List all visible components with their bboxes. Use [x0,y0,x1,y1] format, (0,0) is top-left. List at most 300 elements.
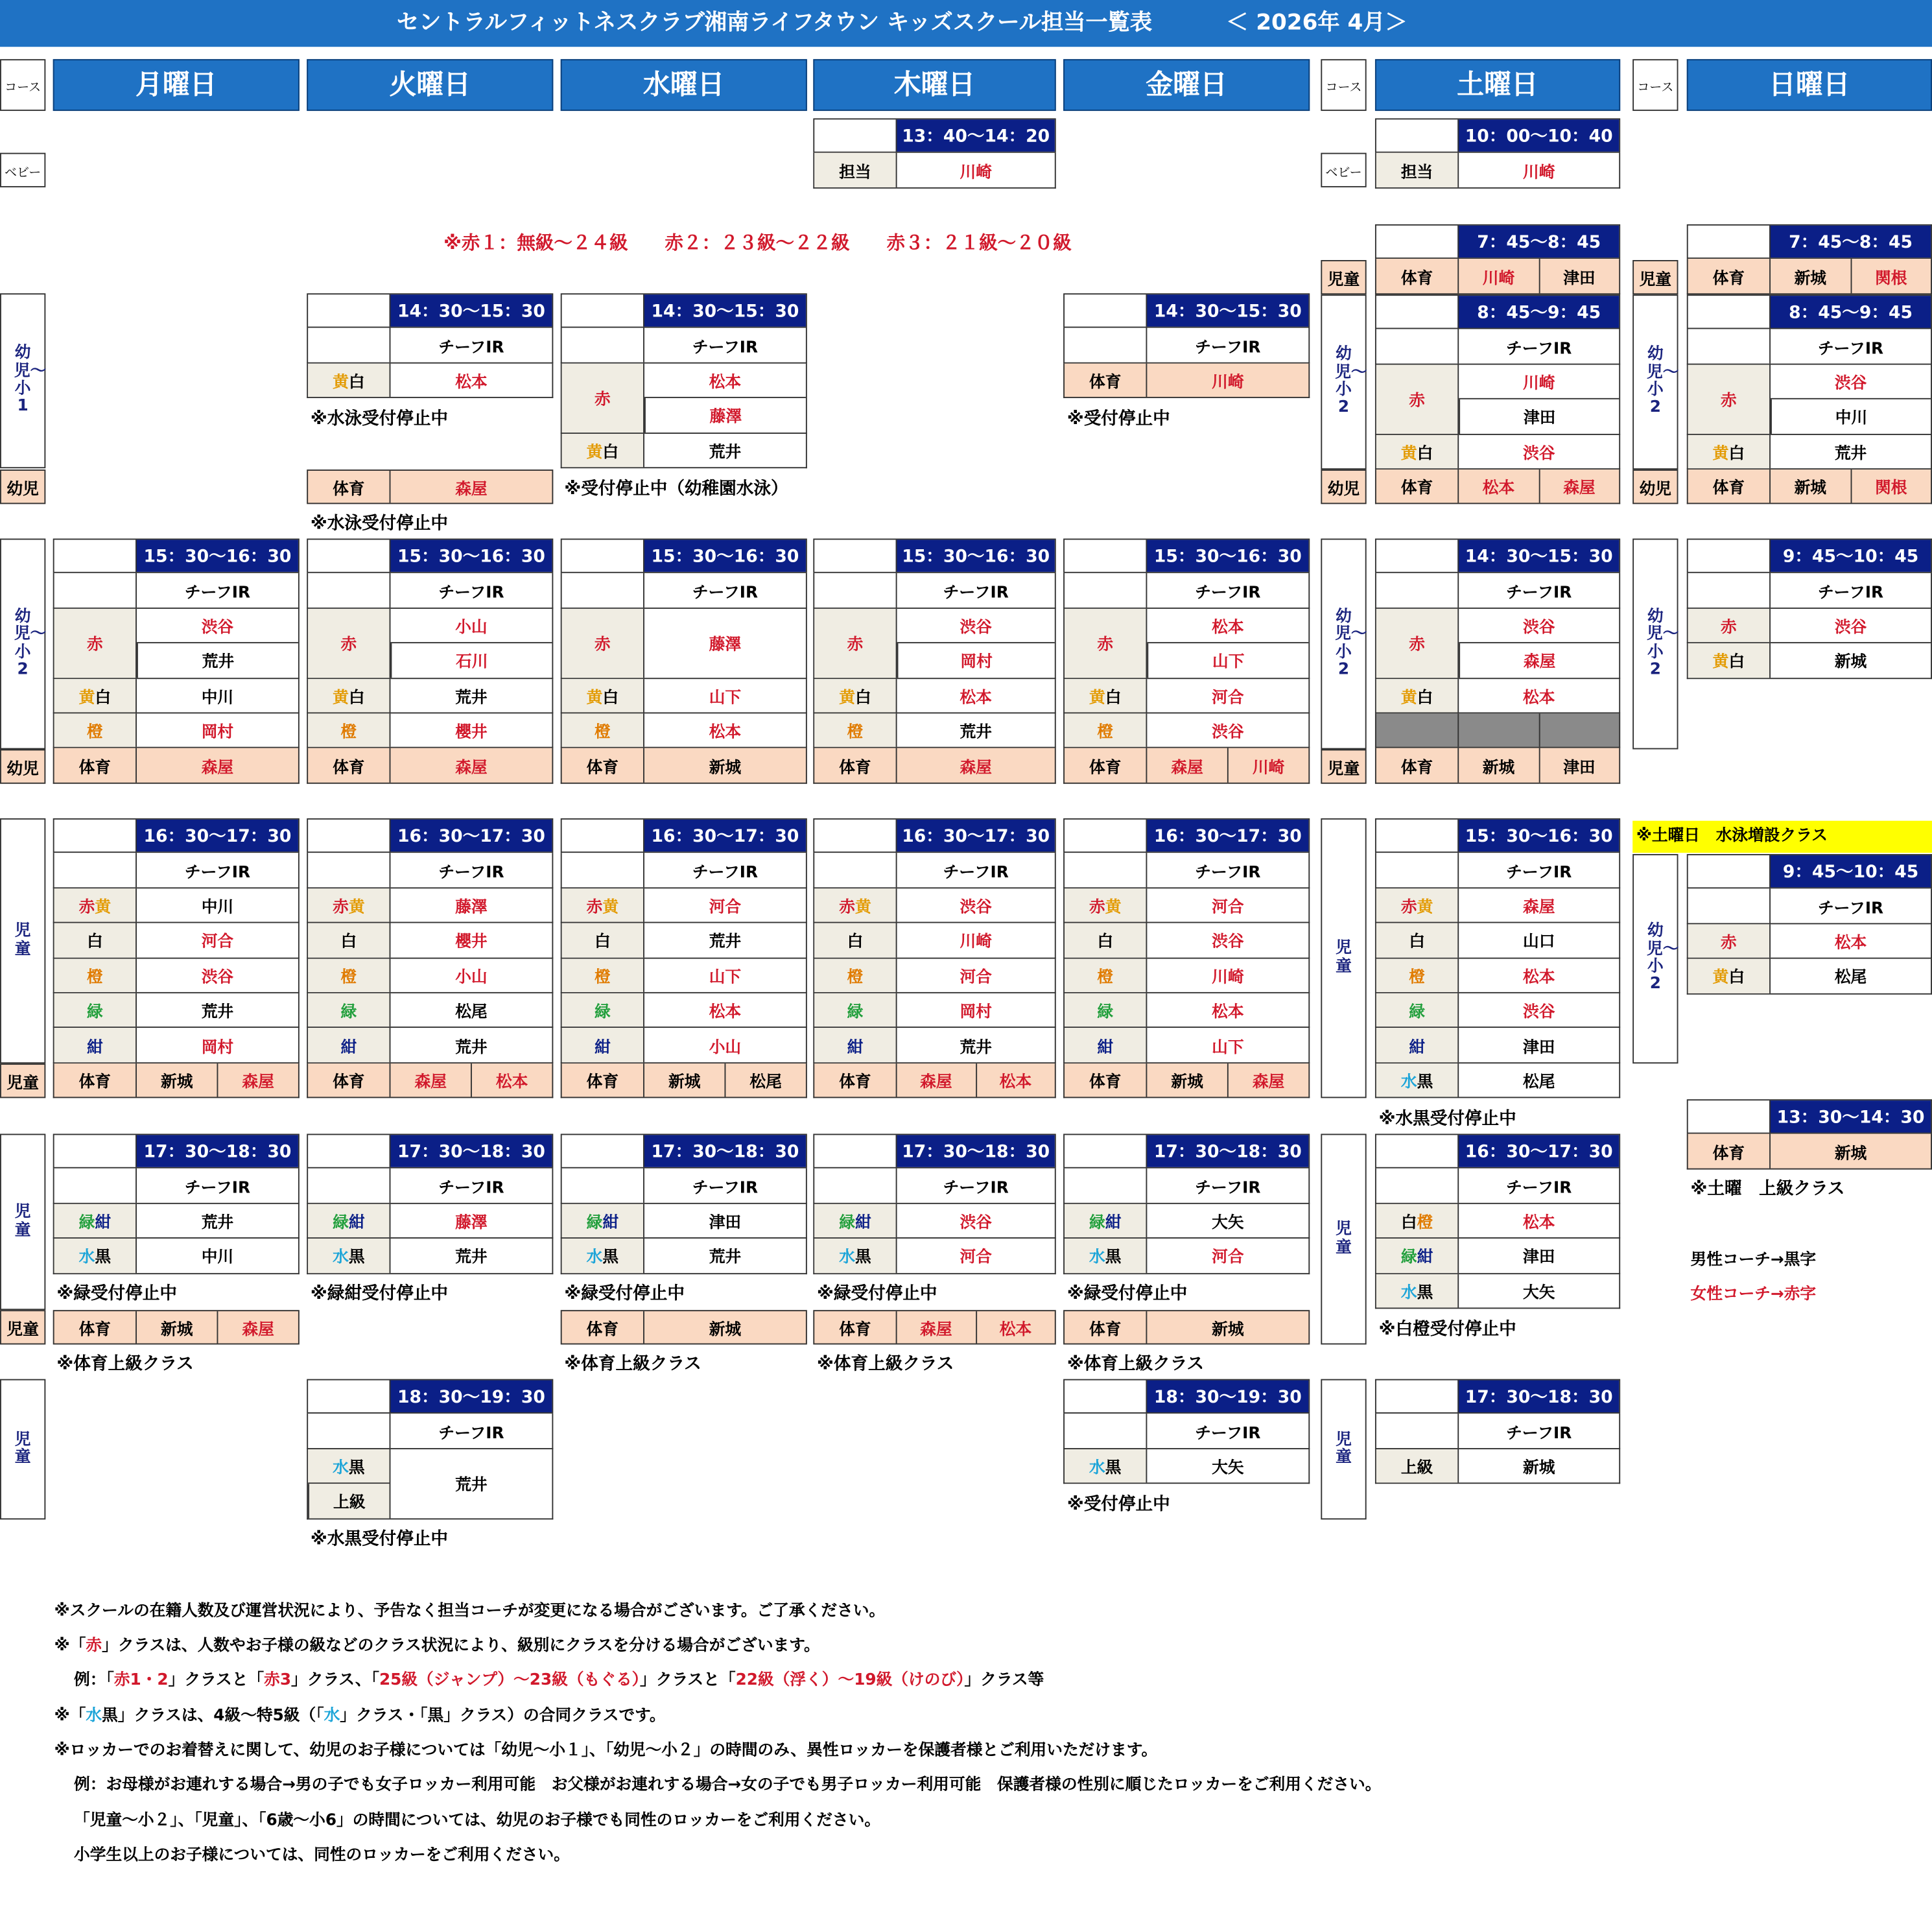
level-label: 赤 [308,608,389,677]
coach: 河合 [135,923,298,957]
level-label: 上級 [1376,1449,1457,1483]
b5-sat-table [1375,1379,1620,1484]
course-label-youji-sho2: 幼児〜小2 [1321,294,1366,469]
coach: 中川 [1771,399,1931,433]
coach: 櫻井 [390,713,552,747]
status-note: ※緑受付停止中 [817,1284,937,1304]
chief-label: チーフIR [1146,573,1308,607]
chief-label: チーフIR [390,1169,552,1202]
level-label: 赤 [1688,608,1769,642]
course-label-jidou: 児童 [1321,818,1366,1098]
coach: 渋谷 [1769,608,1931,642]
level-label: 担当 [814,153,895,187]
coach: 山下 [1146,1028,1308,1062]
b1-tue-table: 14：30〜15：30 チーフIR 黄 白 松本 [307,293,553,398]
coach: 荒井 [137,643,298,677]
coach: 津田 [1457,1239,1619,1272]
coach: 森屋 [896,1311,976,1344]
chief-label: チーフIR [1146,1169,1308,1202]
coach: 津田 [1459,399,1619,433]
level-label: 赤 [1688,364,1769,433]
course-label-youji-sho2: 幼児〜小2 [1632,539,1678,750]
coach: 森屋 [1459,643,1619,677]
level-label: 橙 [1065,958,1146,992]
level-label: 体育 [78,1073,112,1092]
coach: 小山 [390,958,552,992]
coach: 荒井 [643,923,806,957]
status-note: ※受付停止中 [1066,409,1170,429]
course-label-jidou: 児童 [0,818,45,1063]
chief-label: チーフIR [390,853,552,887]
coach: 津田 [1457,1028,1619,1062]
coach: 中川 [135,888,298,922]
class-time: 17：30〜18：30 [390,1135,552,1167]
coach: 松本 [643,713,806,747]
day-header-wed: 水曜日 [561,59,807,111]
status-note: ※緑紺受付停止中 [310,1284,449,1304]
day-header-thu: 木曜日 [813,59,1055,111]
course-label-youji: 幼児 [0,750,45,784]
course-label-youji-sho2: 幼児〜小2 [1632,294,1678,469]
coach: 山下 [1147,643,1308,677]
coach: 山下 [643,678,806,712]
coach: 川崎 [1459,364,1619,399]
b3-wed-table: 16：30〜17：30 チーフIR 赤 黄 河合 白 荒井 橙 山下 緑 松本 紺 小山 体育 新城 松尾 [561,818,807,1098]
coach: 荒井 [135,1204,298,1237]
status-note: ※白橙受付停止中 [1378,1320,1516,1340]
coach: 新城 [1769,643,1931,677]
coach: 松本 [1146,993,1308,1027]
course-label: コース [1321,59,1366,111]
coach: 松本 [1457,958,1619,992]
level-label: 赤 [1376,364,1457,433]
b3-mon-table: 16：30〜17：30 チーフIR 赤 黄 中川 白 河合 橙 渋谷 緑 荒井 紺 岡村 体育 新城 森屋 [53,818,300,1098]
course-label-youji-sho2: 幼児〜小2 [0,539,45,750]
chief-label: チーフIR [643,1169,806,1202]
level-label: 緑 [814,993,895,1027]
coach: 河合 [896,958,1055,992]
coach: 松本 [975,1311,1055,1344]
coach: 森屋 [390,748,552,782]
level-label: 橙 [1376,958,1457,992]
class-time: 17：30〜18：30 [643,1135,806,1167]
class-time: 17：30〜18：30 [1146,1135,1308,1167]
course-label: コース [0,59,45,111]
coach: 中川 [135,678,298,712]
coach: 新城 [1769,1134,1931,1168]
coach: 松本 [643,993,806,1027]
coach: 大矢 [1146,1449,1308,1483]
b4-wed-taiiku [561,1310,807,1345]
coach: 河合 [896,1239,1055,1272]
b1-sun-table: 8：45〜9：45 チーフIR 赤 渋谷 中川 黄 白 荒井 体育 新城 関根 [1687,294,1932,504]
baby-thu-table [813,118,1055,188]
coach: 川崎 [1146,958,1308,992]
coach: 河合 [1146,888,1308,922]
class-time: 16：30〜17：30 [1457,1135,1619,1167]
coach: 新城 [1457,748,1538,782]
status-note: ※水泳受付停止中 [310,409,449,429]
coach: 山口 [1457,923,1619,957]
coach: 松本 [896,678,1055,712]
b3-fri-table: 16：30〜17：30 チーフIR 赤 黄 河合 白 渋谷 橙 川崎 緑 松本 紺 山下 体育 新城 森屋 [1063,818,1310,1098]
coach: 森屋 [217,1063,298,1097]
level-label: 白 [562,923,643,957]
coach: 松本 [1457,1204,1619,1237]
class-time: 9：45〜10：45 [1769,855,1931,888]
b4-mon-taiiku [53,1310,300,1345]
day-header-mon: 月曜日 [53,59,300,111]
b4-thu-taiiku [813,1310,1055,1345]
class-time: 15：30〜16：30 [1457,820,1619,852]
coach: 荒井 [896,713,1055,747]
legend-male: 男性コーチ→黒字 [1690,1251,1817,1270]
chief-label: チーフIR [896,1169,1055,1202]
coach: 森屋 [390,1063,471,1097]
chief-label: チーフIR [1146,853,1308,887]
course-label-jidou: 児童 [0,1379,45,1520]
coach: 荒井 [896,1028,1055,1062]
course-label-jidou: 児童 [1632,260,1678,294]
level-label: 体育 [1712,1144,1745,1163]
early-sun-table [1687,224,1932,294]
coach: 川崎 [1457,153,1619,187]
b2-wed-table: 15：30〜16：30 チーフIR 赤 藤澤 黄 白 山下 橙 松本 体育 新城 [561,539,807,784]
course-label-baby: ベビー [0,153,45,187]
level-label: 体育 [1400,758,1433,777]
level-label: 体育 [839,1320,871,1340]
chief-label: チーフIR [643,328,806,362]
class-time: 15：30〜16：30 [643,540,806,572]
level-label: 緑 [1065,993,1146,1027]
coach: 森屋 [1457,888,1619,922]
class-time: 16：30〜17：30 [896,820,1055,852]
class-time: 18：30〜19：30 [390,1381,552,1413]
coach: 荒井 [135,993,298,1027]
day-header-tue: 火曜日 [307,59,553,111]
coach: 渋谷 [1771,364,1931,399]
coach: 渋谷 [897,608,1055,643]
coach: 岡村 [897,643,1055,677]
coach: 新城 [643,1311,806,1344]
level-label: 白 [1065,923,1146,957]
status-note: ※土曜 上級クラス [1690,1179,1845,1200]
b1-wed-table: 14：30〜15：30 チーフIR 赤 松本 藤澤 黄 白 荒井 [561,293,807,468]
coach: 荒井 [390,678,552,712]
footer-note: ※「赤」クラスは、人数やお子様の級などのクラス状況により、級別にクラスを分ける場合がございます。 [54,1636,820,1656]
footer-note: ※「水黒」クラスは、4級〜特5級（「水」クラス・「黒」クラス）の合同クラスです。 [54,1707,666,1726]
status-note: ※受付停止中 [1066,1495,1170,1515]
coach: 新城 [1769,469,1850,503]
chief-label: チーフIR [1769,329,1931,363]
level-label: 体育 [1089,1320,1122,1340]
coach: 松尾 [390,993,552,1027]
coach: 森屋 [390,471,552,503]
coach: 松本 [471,1063,552,1097]
class-time: 14：30〜15：30 [1146,294,1308,327]
footer-note: 「児童〜小２」、「児童」、「6歳〜小6」の時間については、幼児のお子様でも同性のロッカーをご利用ください。 [74,1811,881,1831]
b5-fri-table: 18：30〜19：30 チーフIR 水 黒 大矢 [1063,1379,1310,1484]
class-time: 17：30〜18：30 [135,1135,298,1167]
chief-label: チーフIR [135,853,298,887]
class-time: 13：40〜14：20 [896,119,1055,152]
footer-note: ※ロッカーでのお着替えに関して、幼児のお子様については「幼児〜小１」、「幼児〜小２」の時間のみ、異性ロッカーを保護者様とご利用いただけます。 [54,1741,1158,1760]
sunday-extra-class-note: ※土曜日 水泳増設クラス [1632,821,1932,853]
footer-note: 小学生以上のお子様については、同性のロッカーをご利用ください。 [74,1846,570,1865]
b3-tue-table: 16：30〜17：30 チーフIR 赤 黄 藤澤 白 櫻井 橙 小山 緑 松尾 紺 荒井 体育 森屋 松本 [307,818,553,1098]
class-time: 14：30〜15：30 [1457,540,1619,572]
class-time: 16：30〜17：30 [390,820,552,852]
status-note: ※水泳受付停止中 [310,514,449,534]
class-time: 7：45〜8：45 [1769,226,1931,258]
b2-tue-table: 15：30〜16：30 チーフIR 赤 小山 石川 黄 白 荒井 橙 櫻井 体育 森屋 [307,539,553,784]
b4-fri-table: 17：30〜18：30 チーフIR 緑 紺 大矢 水 黒 河合 [1063,1134,1310,1274]
chief-label: チーフIR [1457,573,1619,607]
coach: 荒井 [390,1028,552,1062]
level-label: 紺 [1065,1028,1146,1062]
b2-fri-table: 15：30〜16：30 チーフIR 赤 松本 山下 黄 白 河合 橙 渋谷 体育 森屋 川崎 [1063,539,1310,784]
coach: 大矢 [1146,1204,1308,1237]
chief-label: チーフIR [1457,1169,1619,1202]
level-label: 体育 [333,758,365,777]
status-note: ※体育上級クラス [1066,1354,1205,1375]
page-title [0,0,1932,47]
coach: 森屋 [896,748,1055,782]
level-label: 白 [1376,923,1457,957]
level-label: 赤 [1376,608,1457,677]
course-label-youji-sho2: 幼児〜小2 [1321,539,1366,750]
level-label: 体育 [1400,479,1433,499]
level-label: 体育 [1712,269,1745,288]
chief-label: チーフIR [1457,853,1619,887]
early-sat-table [1375,224,1620,294]
coach: 渋谷 [896,888,1055,922]
course-label-youji: 幼児 [0,469,45,504]
class-time: 17：30〜18：30 [896,1135,1055,1167]
chief-label: チーフIR [896,573,1055,607]
level-label: 体育 [586,758,619,777]
level-label: 体育 [333,480,365,499]
status-note: ※水黒受付停止中 [1378,1109,1516,1129]
footer-note: 例：「赤1・2」クラスと「赤3」クラス、「25級（ジャンプ）〜23級（もぐる）」クラスと「22級（浮く）〜19級（けのび）」クラス等 [74,1671,1044,1690]
level-label: 橙 [562,958,643,992]
level-label: 紺 [562,1028,643,1062]
coach: 小山 [643,1028,806,1062]
coach: 櫻井 [390,923,552,957]
class-time: 16：30〜17：30 [1146,820,1308,852]
coach: 中川 [135,1239,298,1272]
coach: 藤澤 [390,1204,552,1237]
b3-sat-table: 15：30〜16：30 チーフIR 赤 黄 森屋 白 山口 橙 松本 緑 渋谷 紺 津田 水 黒 松尾 [1375,818,1620,1098]
b3-sun2-table [1687,1099,1932,1169]
chief-label: チーフIR [390,573,552,607]
chief-label: チーフIR [896,853,1055,887]
coach: 荒井 [390,1239,552,1272]
level-label: 体育 [1400,269,1433,288]
status-note: ※体育上級クラス [564,1354,701,1375]
coach: 藤澤 [643,608,806,677]
level-label: 赤 [54,608,135,677]
coach: 森屋 [135,748,298,782]
course-label-youji-sho2: 幼児〜小2 [1632,854,1678,1063]
status-note: ※緑受付停止中 [564,1284,685,1304]
level-label: 赤 [562,363,643,432]
level-label: 体育 [1089,758,1122,777]
b4-mon-table: 17：30〜18：30 チーフIR 緑 紺 荒井 水 黒 中川 [53,1134,300,1274]
coach: 新城 [1769,259,1850,293]
level-label: 赤 [814,608,895,677]
level-label: 緑 [308,993,389,1027]
class-time: 9：45〜10：45 [1769,540,1931,572]
coach: 小山 [390,608,552,643]
level-label: 橙 [1065,713,1146,747]
level-label: 橙 [54,713,135,747]
coach: 岡村 [896,993,1055,1027]
level-label: 赤 [1065,608,1146,677]
level-label: 体育 [1089,1073,1122,1092]
day-header-fri: 金曜日 [1063,59,1310,111]
coach: 川崎 [1457,259,1538,293]
level-label: 体育 [839,1073,871,1092]
course-label-baby: ベビー [1321,153,1366,187]
coach: 新城 [1457,1449,1619,1483]
level-label: 上級 [308,1484,389,1518]
coach: 石川 [390,643,552,677]
coach: 岡村 [135,713,298,747]
class-time: 7：45〜8：45 [1457,226,1619,258]
coach: 渋谷 [1459,608,1619,643]
level-label: 体育 [1712,479,1745,499]
coach: 渋谷 [135,958,298,992]
coach: 渋谷 [1146,713,1308,747]
coach: 松本 [390,363,552,397]
baby-sat-table [1375,118,1620,188]
coach: 関根 [1850,469,1931,503]
course-label-jidou: 児童 [0,1063,45,1098]
coach: 荒井 [643,1239,806,1272]
level-label: 橙 [814,958,895,992]
coach: 松本 [975,1063,1055,1097]
coach: 川崎 [1146,363,1308,397]
coach: 森屋 [1538,469,1619,503]
status-note: ※水黒受付停止中 [310,1529,449,1549]
level-label: 赤 [562,608,643,677]
level-label: 体育 [586,1320,619,1340]
class-time: 13：30〜14：30 [1769,1100,1931,1133]
chief-label: チーフIR [643,573,806,607]
status-note: ※受付停止中（幼稚園水泳） [564,479,788,499]
level-label: 白 [308,923,389,957]
coach: 津田 [643,1204,806,1237]
footer-note: ※スクールの在籍人数及び運営状況により、予告なく担当コーチが変更になる場合がございます。ご了承ください。 [54,1602,886,1621]
coach: 川崎 [896,153,1055,187]
coach: 森屋 [1227,1063,1308,1097]
chief-label: チーフIR [135,1169,298,1202]
chief-label: チーフIR [1146,1414,1308,1448]
coach: 荒井 [390,1449,552,1518]
coach: 新城 [643,1063,724,1097]
class-time: 15：30〜16：30 [1146,540,1308,572]
level-label: 橙 [54,958,135,992]
coach: 森屋 [896,1063,976,1097]
red-level-note: ※赤１：無級〜２４級 赤２：２３級〜２２級 赤３：２１級〜２０級 [443,231,1072,254]
b2-sat-table: 14：30〜15：30 チーフIR 赤 渋谷 森屋 黄 白 松本 体育 新城 津田 [1375,539,1620,784]
status-note: ※緑受付停止中 [1066,1284,1188,1304]
b5-tue-table: 18：30〜19：30 チーフIR 水 黒 上級 荒井 [307,1379,553,1519]
course-label-jidou: 児童 [1321,750,1366,784]
b4-tue-table: 17：30〜18：30 チーフIR 緑 紺 藤澤 水 黒 荒井 [307,1134,553,1274]
level-label: 赤 [1688,924,1769,958]
course-label-jidou: 児童 [0,1310,45,1344]
chief-label: チーフIR [643,853,806,887]
coach: 松本 [1457,469,1538,503]
course-label: コース [1632,59,1678,111]
title-text: セントラルフィットネスクラブ湘南ライフタウン キッズスクール担当一覧表 [396,10,1153,36]
class-time: 8：45〜9：45 [1457,296,1619,328]
coach: 松本 [644,363,806,398]
level-label: 紺 [814,1028,895,1062]
b4-fri-taiiku [1063,1310,1310,1345]
class-time: 15：30〜16：30 [896,540,1055,572]
level-label: 緑 [54,993,135,1027]
coach: 津田 [1538,259,1619,293]
coach: 岡村 [135,1028,298,1062]
b3-sun-table: 9：45〜10：45 チーフIR 赤 松本 黄 白 松尾 [1687,854,1932,994]
level-label: 白 [54,923,135,957]
class-time: 8：45〜9：45 [1769,296,1931,328]
course-label-jidou: 児童 [1321,1134,1366,1344]
course-label-jidou: 児童 [0,1134,45,1310]
chief-label: チーフIR [1457,329,1619,363]
level-label: 紺 [54,1028,135,1062]
coach: 新城 [1146,1311,1308,1344]
coach: 松本 [1147,608,1308,643]
chief-label: チーフIR [1146,328,1308,362]
class-time: 18：30〜19：30 [1146,1381,1308,1413]
b3-thu-table: 16：30〜17：30 チーフIR 赤 黄 渋谷 白 川崎 橙 河合 緑 岡村 紺 荒井 体育 森屋 松本 [813,818,1055,1098]
course-label-youji: 幼児 [1632,469,1678,504]
coach: 荒井 [643,433,806,467]
chief-label: チーフIR [390,328,552,362]
course-label-jidou: 児童 [1321,1379,1366,1520]
coach: 山下 [643,958,806,992]
level-label: 橙 [308,958,389,992]
coach: 河合 [1146,1239,1308,1272]
level-label: 体育 [839,758,871,777]
coach: 川崎 [1227,748,1308,782]
coach: 河合 [643,888,806,922]
coach: 新城 [135,1063,217,1097]
chief-label: チーフIR [390,1414,552,1448]
status-note: ※体育上級クラス [817,1354,954,1375]
course-label-youji-sho1: 幼児〜小1 [0,293,45,468]
coach: 渋谷 [1146,923,1308,957]
status-note: ※緑受付停止中 [56,1284,177,1304]
b4-wed-table: 17：30〜18：30 チーフIR 緑 紺 津田 水 黒 荒井 [561,1134,807,1274]
legend-female: 女性コーチ→赤字 [1690,1285,1817,1304]
coach: 大矢 [1457,1274,1619,1307]
level-label: 体育 [586,1073,619,1092]
coach: 渋谷 [1457,434,1619,468]
coach: 松本 [1457,678,1619,712]
title-period: ＜ 2026年 4月＞ [1226,10,1408,36]
coach: 河合 [1146,678,1308,712]
b4-thu-table: 17：30〜18：30 チーフIR 緑 紺 渋谷 水 黒 河合 [813,1134,1055,1274]
class-time: 17：30〜18：30 [1457,1381,1619,1413]
b2-mon-table: 15：30〜16：30 チーフIR 赤 渋谷 荒井 黄 白 中川 橙 岡村 体育 森屋 [53,539,300,784]
class-time: 15：30〜16：30 [135,540,298,572]
b1-fri-table [1063,293,1310,398]
